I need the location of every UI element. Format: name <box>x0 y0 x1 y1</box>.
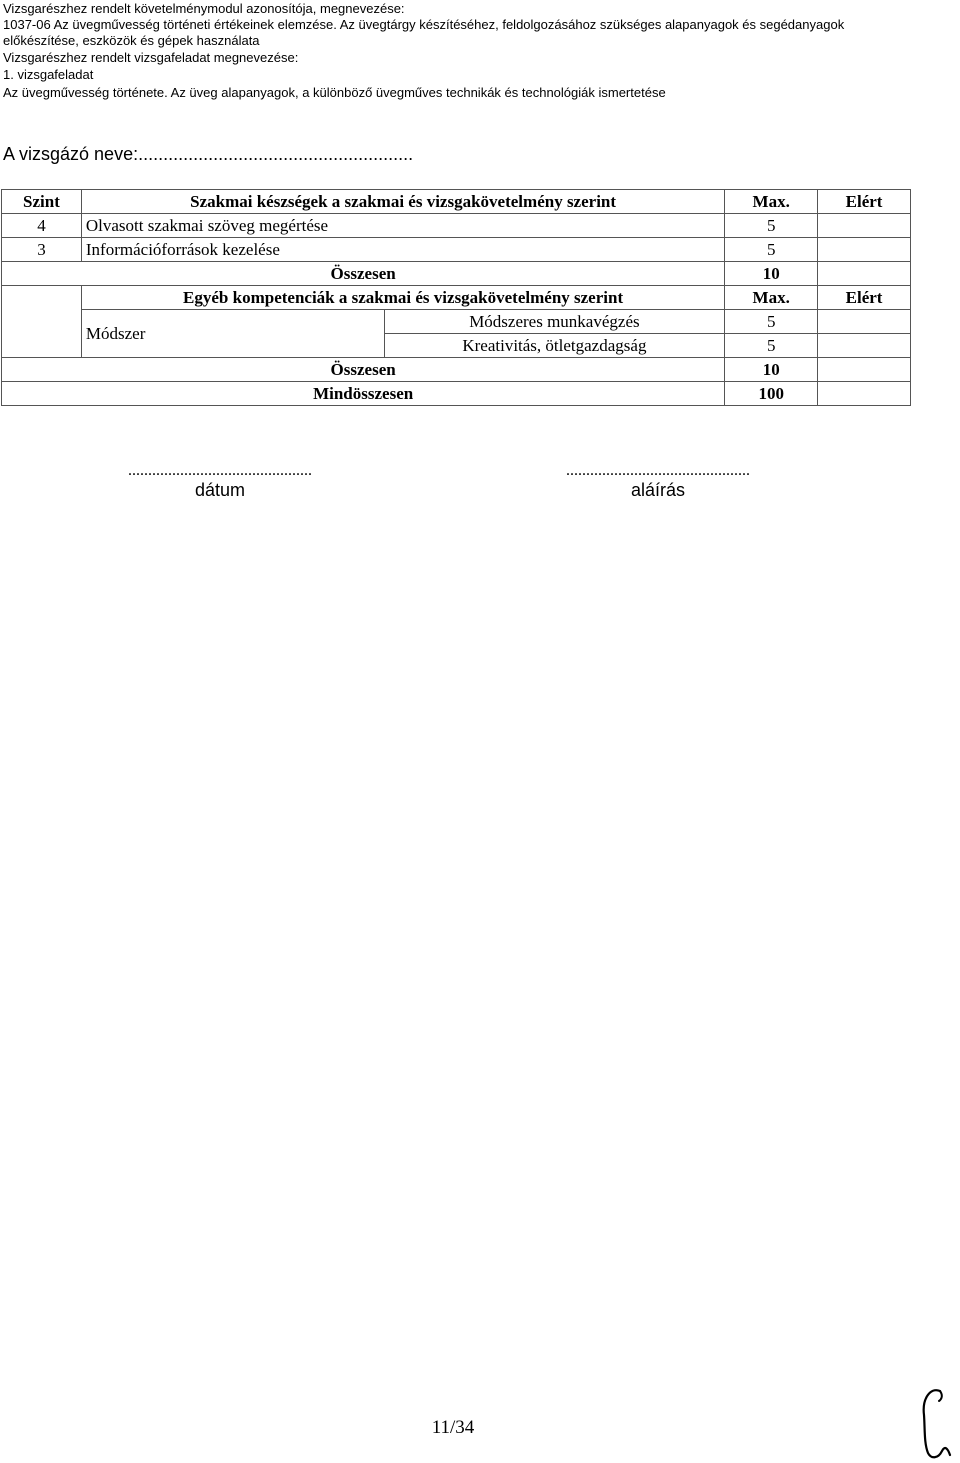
col-skills-header: Szakmai készségek a szakmai és vizsgakövetelmény szerint <box>81 190 724 214</box>
subtotal-max: 10 <box>725 358 818 382</box>
subtotal-label: Összesen <box>2 262 725 286</box>
other-competencies-header-row <box>2 286 911 310</box>
skill-level: 3 <box>2 238 82 262</box>
skill-max: 5 <box>725 214 818 238</box>
method-achieved-cell[interactable] <box>818 334 911 358</box>
assessment-table <box>1 189 911 406</box>
subtotal-row <box>2 262 911 286</box>
method-item-name: Kreativitás, ötletgazdagság <box>384 334 725 358</box>
other-competencies-header: Egyéb kompetenciák a szakmai és vizsgakövetelmény szerint <box>81 286 724 310</box>
subtotal-max: 10 <box>725 262 818 286</box>
col-level-header: Szint <box>2 190 82 214</box>
date-line[interactable]: .............................................. <box>128 462 312 479</box>
method-achieved-cell[interactable] <box>818 310 911 334</box>
grand-total-achieved-cell[interactable] <box>818 382 911 406</box>
date-signature-block <box>80 462 360 501</box>
header-task-title: Az üvegművesség története. Az üveg alapanyagok, a különböző üvegműves technikák és technológiák ismertetése <box>3 85 666 100</box>
candidate-name-field[interactable]: A vizsgázó neve:....................................................... <box>3 144 414 164</box>
method-item-name: Módszeres munkavégzés <box>384 310 725 334</box>
table-row <box>2 238 911 262</box>
handwritten-mark-icon <box>912 1385 956 1461</box>
blank-level-cell <box>2 286 82 358</box>
signature-line[interactable]: .............................................. <box>566 462 750 479</box>
col-achieved-header: Elért <box>818 190 911 214</box>
skill-level: 4 <box>2 214 82 238</box>
signature-label: aláírás <box>630 480 686 500</box>
signature-block <box>518 462 798 501</box>
page-number: 11/34 <box>431 1417 475 1438</box>
subtotal-row <box>2 358 911 382</box>
header-module-title-cont: előkészítése, eszközök és gépek használata <box>3 33 260 48</box>
table-row <box>2 214 911 238</box>
skill-max: 5 <box>725 238 818 262</box>
header-task-number: 1. vizsgafeladat <box>3 67 94 82</box>
subtotal-achieved-cell[interactable] <box>818 262 911 286</box>
method-item-max: 5 <box>725 310 818 334</box>
header-module-title: 1037-06 Az üvegművesség történeti értékeinek elemzése. Az üvegtárgy készítéséhez, feldolgozásához szükséges alapanyagok és segédanyagok <box>3 17 845 32</box>
table-header-row <box>2 190 911 214</box>
method-item-max: 5 <box>725 334 818 358</box>
grand-total-max: 100 <box>725 382 818 406</box>
other-achieved-header: Elért <box>818 286 911 310</box>
skill-name: Információforrások kezelése <box>81 238 724 262</box>
method-label: Módszer <box>81 310 384 358</box>
header-task-label: Vizsgarészhez rendelt vizsgafeladat megnevezése: <box>3 50 299 65</box>
subtotal-label: Összesen <box>2 358 725 382</box>
header-module-label: Vizsgarészhez rendelt követelménymodul azonosítója, megnevezése: <box>3 1 405 16</box>
other-max-header: Max. <box>725 286 818 310</box>
grand-total-label: Mindösszesen <box>2 382 725 406</box>
grand-total-row <box>2 382 911 406</box>
skill-achieved-cell[interactable] <box>818 214 911 238</box>
table-row <box>2 310 911 334</box>
subtotal-achieved-cell[interactable] <box>818 358 911 382</box>
skill-achieved-cell[interactable] <box>818 238 911 262</box>
col-max-header: Max. <box>725 190 818 214</box>
skill-name: Olvasott szakmai szöveg megértése <box>81 214 724 238</box>
date-label: dátum <box>194 480 246 500</box>
